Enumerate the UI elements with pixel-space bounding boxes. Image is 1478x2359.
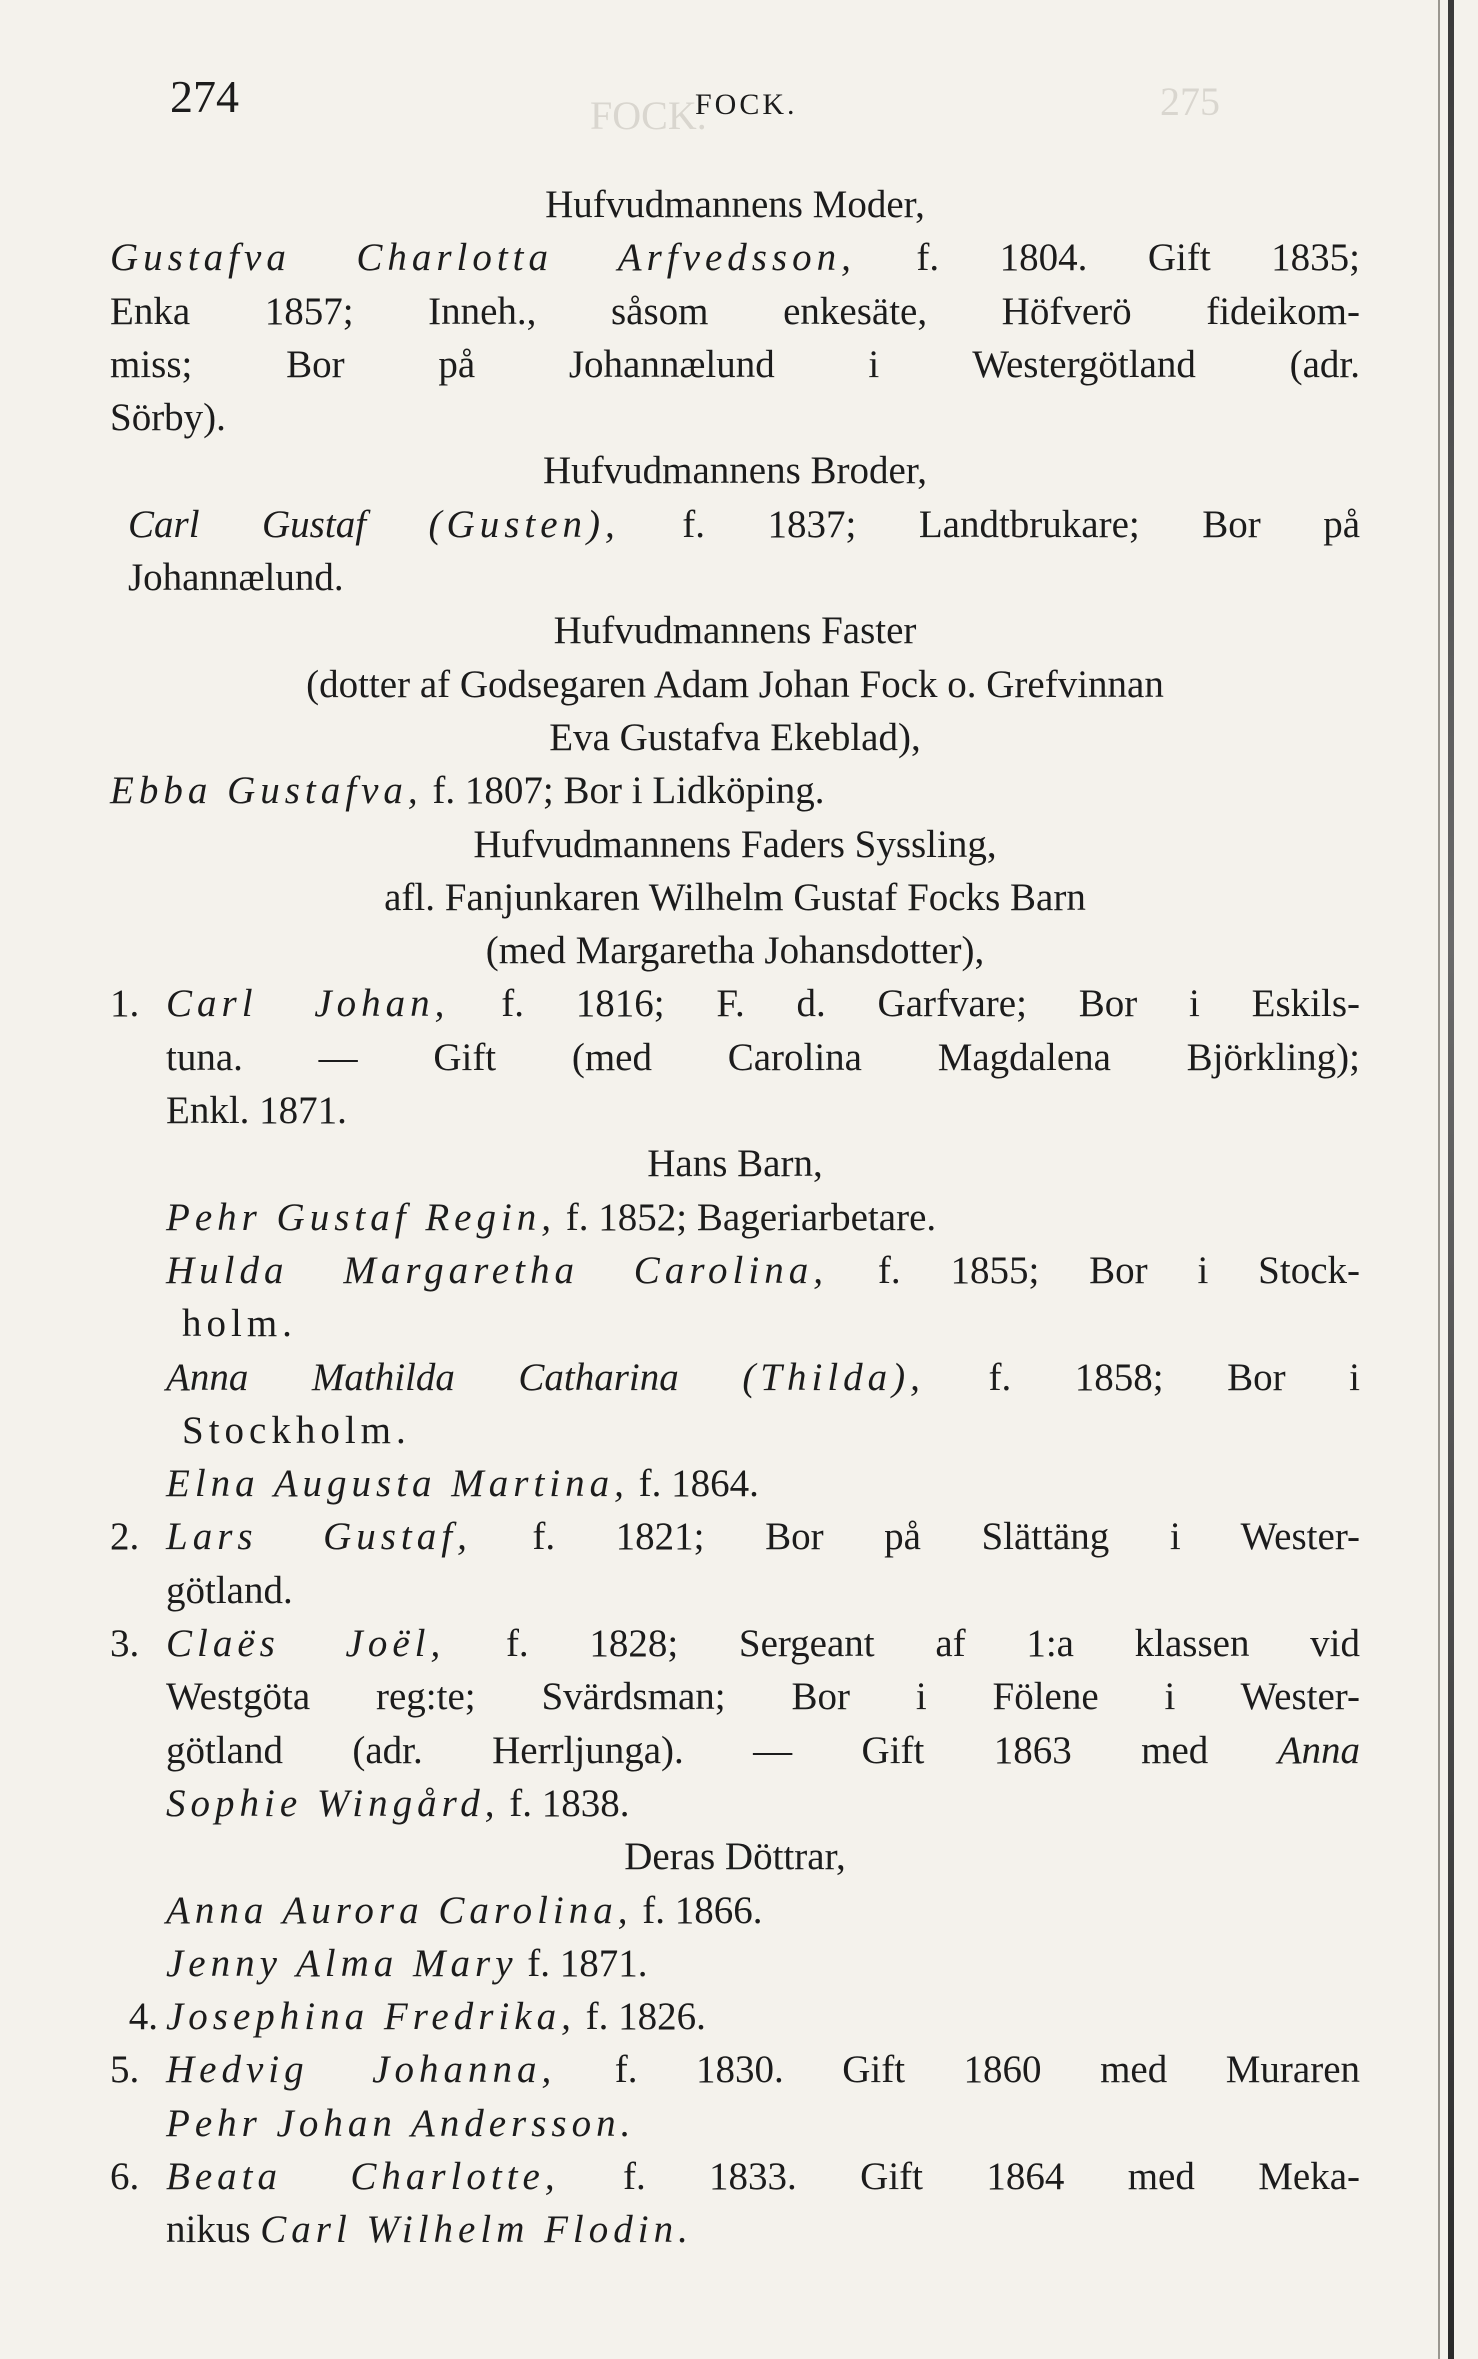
text-line [110,498,1360,551]
item-number: 5. [110,2048,140,2092]
person-details: f. 1866. [642,1888,763,1932]
person-name: Anna Aurora Carolina, [166,1888,633,1932]
item-number: 1. [110,982,140,1026]
text-line: Eva Gustafva Ekeblad), [549,715,921,759]
person-name: Carl Gustaf [128,502,367,546]
person-details: f. 1837; Landtbrukare; Bor på [682,502,1361,546]
person-details: f. 1828; Sergeant af 1:a klassen vid [505,1622,1360,1666]
list-item [110,1884,1360,1937]
person-name: Carl Johan, [166,982,450,1026]
item-number: 4. [128,1995,158,2039]
section-heading: Hufvudmannens Moder, [545,183,925,226]
person-name: Lars Gustaf, [166,1515,472,1559]
person-name: Pehr Gustaf Regin, [166,1195,557,1239]
nickname: (Gusten), [428,502,620,546]
list-item [110,1244,1360,1297]
text-line: miss; Bor på Johannælund i Westergötland (adr. [110,342,1360,386]
list-item [110,1510,1360,1563]
text-line: Pehr Johan Andersson. [166,2101,636,2145]
person-details: f. 1830. Gift 1860 med Muraren [614,2048,1361,2092]
bleed-running-head: FOCK. [590,93,707,138]
text-line: Enkl. 1871. [166,1089,347,1133]
bleed-page-number: 275 [1160,79,1220,124]
person-name: Anna Mathilda Catharina [166,1355,679,1399]
person-details: f. 1816; F. d. Garfvare; Bor i Eskils- [501,982,1361,1026]
list-item [110,1457,1360,1510]
list-item [110,977,1360,1030]
section-heading: Deras Döttrar, [624,1835,846,1879]
text-line [110,231,1360,284]
text-line: (dotter af Godsegaren Adam Johan Fock o. Grefvinnan [306,662,1164,706]
section-heading: Hufvudmannens Faster [553,609,917,653]
list-item [110,1617,1360,1670]
running-head: FOCK. [695,88,798,121]
list-item [110,1191,1360,1244]
text-line: Sörby). [110,396,226,440]
item-number: 6. [110,2154,140,2198]
person-name: Sophie Wingård, [166,1781,500,1825]
text-line: Enka 1857; Inneh., såsom enkesäte, Höfverö fideikom- [110,289,1360,333]
nickname: (Thilda), [742,1355,925,1399]
text-line: tuna. — Gift (med Carolina Magdalena Björkling); [166,1035,1360,1079]
text-line [110,1724,1360,1777]
text-line: afl. Fanjunkaren Wilhelm Gustaf Focks Barn [384,875,1086,919]
section-heading: Hans Barn, [647,1142,823,1186]
text-line [110,764,1360,817]
person-name: Carl Wilhelm Flodin. [260,2208,693,2252]
page-edge-shadow [1438,0,1440,2359]
list-item [110,1990,1360,2043]
section-heading: Hufvudmannens Faders Syssling, [473,822,997,866]
person-name: Claës Joël, [166,1622,446,1666]
person-details: f. 1855; Bor i Stock- [877,1248,1361,1292]
person-name: Josephina Fredrika, [166,1995,576,2039]
person-details: f. 1804. Gift 1835; [916,236,1361,280]
person-name: Elna Augusta Martina, [166,1462,629,1506]
list-item [110,2150,1360,2203]
person-details: f. 1807; Bor i Lidköping. [432,769,825,813]
text-line: holm. [182,1302,297,1346]
person-name: Hulda Margaretha Carolina, [166,1248,828,1292]
person-details: f. 1838. [509,1781,630,1825]
person-name: Hedvig Johanna, [166,2048,557,2092]
text-line: götland. [166,1568,293,1612]
person-details: f. 1826. [585,1995,706,2039]
binding-edge [1448,0,1454,2359]
list-item [110,2043,1360,2096]
text-fragment: nikus [166,2208,251,2252]
person-name: Gustafva Charlotta Arfvedsson, [110,236,856,280]
text-line: Johannælund. [128,556,344,600]
text-fragment: götland (adr. Herrljunga). — Gift 1863 med [166,1728,1209,1772]
person-details: f. 1858; Bor i [988,1355,1360,1399]
text-line: Stockholm. [182,1408,411,1452]
text-line [110,1777,1360,1830]
person-details: f. 1821; Bor på Slättäng i Wester- [532,1515,1361,1559]
list-item [110,1937,1360,1990]
genealogy-text [110,178,1360,2257]
page-header [170,62,1360,132]
person-details: f. 1833. Gift 1864 med Meka- [622,2154,1360,2198]
person-name: Beata Charlotte, [166,2154,560,2198]
person-details: f. 1864. [638,1462,759,1506]
person-name: Jenny Alma Mary [166,1941,518,1985]
text-line: Westgöta reg:te; Svärdsman; Bor i Fölene i Wester- [166,1675,1360,1719]
text-line [110,2203,1360,2256]
item-number: 3. [110,1622,140,1666]
section-heading: Hufvudmannens Broder, [542,449,928,493]
person-details: f. 1852; Bageriarbetare. [565,1195,937,1239]
item-number: 2. [110,1515,140,1559]
list-item [110,1351,1360,1404]
page-number: 274 [170,71,239,122]
person-details: f. 1871. [527,1941,648,1985]
person-name: Ebba Gustafva, [110,769,423,813]
person-name: Anna [1277,1728,1361,1772]
text-line: (med Margaretha Johansdotter), [485,929,985,973]
